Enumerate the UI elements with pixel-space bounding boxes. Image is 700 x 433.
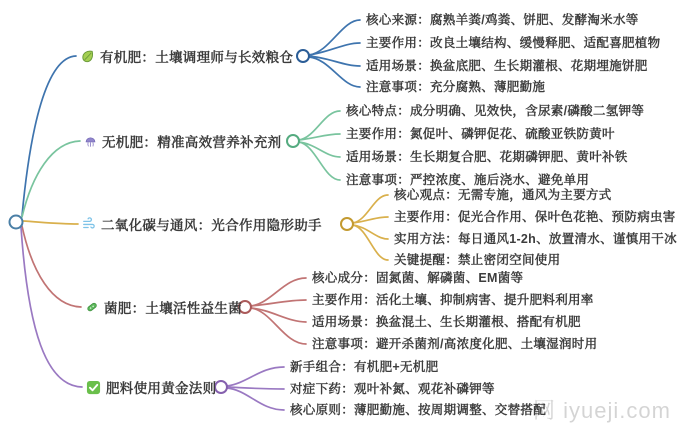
branch-label: 肥料使用黄金法则 xyxy=(106,381,217,396)
child-node[interactable]: 核心来源：腐熟羊粪/鸡粪、饼肥、发酵淘米水等 xyxy=(366,13,639,27)
branch-node-microbial-fertilizer[interactable] xyxy=(85,296,242,318)
check-icon xyxy=(86,380,101,395)
edge-root-branch4 xyxy=(22,226,81,307)
edge-branch4-child4 xyxy=(251,308,306,344)
edge-branch5-child2 xyxy=(227,387,284,389)
branch-node-co2-ventilation[interactable] xyxy=(82,213,322,235)
edge-branch2-child4 xyxy=(299,142,340,180)
child-node[interactable]: 核心特点：成分明确、见效快，含尿素/磷酸二氢钾等 xyxy=(346,104,645,118)
wind-icon xyxy=(82,217,96,231)
child-node[interactable]: 关键提醒：禁止密闭空间使用 xyxy=(394,253,561,267)
watermark: 网 iyueji.com xyxy=(533,398,671,423)
microbe-icon xyxy=(85,300,99,314)
child-node[interactable]: 适用场景：换盆底肥、生长期灌根、花期埋施饼肥 xyxy=(366,59,648,73)
branch-label: 二氧化碳与通风：光合作用隐形助手 xyxy=(101,218,322,233)
branch-label: 有机肥：土壤调理师与长效粮仓 xyxy=(100,50,294,65)
branch2-toggle[interactable] xyxy=(287,135,299,147)
child-node[interactable]: 适用场景：生长期复合肥、花期磷钾肥、黄叶补铁 xyxy=(346,150,628,164)
child-node[interactable]: 主要作用：促光合作用、保叶色花艳、预防病虫害 xyxy=(394,210,676,224)
edge-branch5-child3 xyxy=(227,388,284,410)
child-node[interactable]: 核心成分：固氮菌、解磷菌、EM菌等 xyxy=(312,271,524,285)
root-node[interactable] xyxy=(10,216,23,229)
edge-root-branch3 xyxy=(23,221,78,224)
edge-branch3-child4 xyxy=(353,225,388,260)
edge-branch1-child3 xyxy=(309,56,360,66)
child-node[interactable]: 对症下药：观叶补氮、观花补磷钾等 xyxy=(290,382,495,396)
edge-branch1-child1 xyxy=(309,20,360,55)
branch5-toggle[interactable] xyxy=(215,381,227,393)
branch3-toggle[interactable] xyxy=(341,218,353,230)
child-node[interactable]: 注意事项：充分腐熟、薄肥勤施 xyxy=(366,80,546,94)
edge-branch5-child1 xyxy=(227,367,284,386)
branch-label: 菌肥：土壤活性益生菌 xyxy=(104,301,242,316)
branch-node-organic-fertilizer[interactable] xyxy=(80,45,293,67)
child-node[interactable]: 主要作用：活化土壤、抑制病害、提升肥料利用率 xyxy=(312,293,594,307)
child-node[interactable]: 主要作用：氮促叶、磷钾促花、硫酸亚铁防黄叶 xyxy=(346,127,615,141)
edge-branch1-child2 xyxy=(309,43,360,55)
branch-node-inorganic-fertilizer[interactable] xyxy=(84,130,281,152)
child-node[interactable]: 新手组合：有机肥+无机肥 xyxy=(290,360,439,374)
leaf-icon xyxy=(80,49,95,64)
child-node[interactable]: 注意事项：严控浓度、施后浇水、避免单用 xyxy=(346,173,590,187)
jellyfish-icon xyxy=(84,135,97,148)
child-node[interactable]: 核心原则：薄肥勤施、按周期调整、交替搭配 xyxy=(290,403,547,417)
branch1-toggle[interactable] xyxy=(297,50,309,62)
branch-label: 无机肥：精准高效营养补充剂 xyxy=(102,135,282,150)
child-node[interactable]: 注意事项：避开杀菌剂/高浓度化肥、土壤湿润时用 xyxy=(312,337,598,351)
child-node[interactable]: 实用方法：每日通风1-2h、放置清水、谨慎用干冰 xyxy=(394,232,677,246)
child-node[interactable]: 适用场景：换盆混土、生长期灌根、搭配有机肥 xyxy=(312,315,581,329)
child-node[interactable]: 主要作用：改良土壤结构、缓慢释肥、适配喜肥植物 xyxy=(366,36,661,50)
child-node[interactable]: 核心观点：无需专施，通风为主要方式 xyxy=(394,188,612,202)
branch-node-golden-rules[interactable] xyxy=(86,376,216,398)
edge-root-branch5 xyxy=(21,227,82,387)
